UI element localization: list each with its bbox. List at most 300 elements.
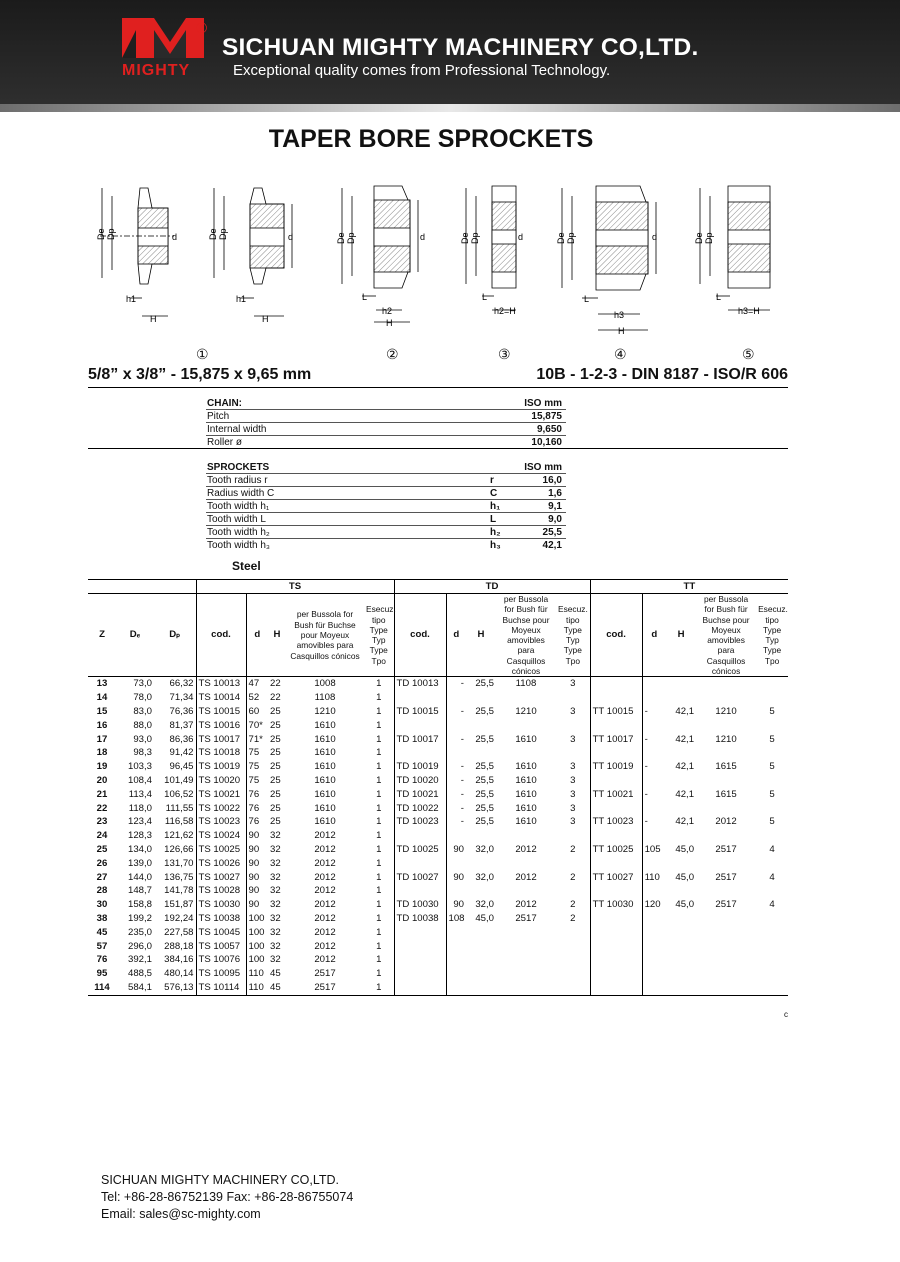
cell-z: 114: [88, 981, 116, 995]
cell-ts-d: 90: [246, 829, 268, 843]
cell-td-d: -: [446, 788, 466, 802]
cell-tt-h: [666, 884, 696, 898]
cell-de: 93,0: [133, 733, 152, 745]
cell-td-cod: [394, 926, 446, 940]
cell-ts-d: 76: [246, 815, 268, 829]
diagram-4: [556, 180, 666, 340]
cell-ts-cod: TS 10026: [196, 857, 246, 871]
cell-td-d: -: [446, 733, 466, 747]
col-d: d: [642, 594, 666, 677]
cell-td-h: 32,0: [475, 843, 494, 855]
cell-dp: 131,70: [164, 857, 194, 869]
cell-tt-cod: TT 10017: [590, 733, 642, 747]
dp-label: Dp: [346, 232, 356, 244]
cell-tt-d: [642, 691, 666, 705]
cell-ts-bush: 1610: [314, 747, 336, 759]
cell-dp: 76,36: [169, 705, 194, 717]
cell-ts-type: 1: [376, 719, 382, 731]
cell-ts-cod: TS 10018: [196, 746, 246, 760]
cell-tt-type: [756, 926, 788, 940]
cell-ts-h: 45: [270, 968, 281, 980]
cell-td-type: 2: [570, 871, 576, 883]
cell-td-h: 25,5: [475, 733, 494, 745]
cell-td-bush: 1610: [515, 816, 537, 828]
cell-ts-h: 32: [270, 899, 281, 911]
cell-z: 13: [96, 678, 108, 690]
cell-ts-cod: TS 10017: [196, 733, 246, 747]
h-label: H: [262, 314, 269, 324]
cell-z: 19: [96, 761, 108, 773]
l-label: L: [482, 292, 488, 302]
cell-ts-bush: 2012: [314, 830, 336, 842]
cell-tt-h: [666, 829, 696, 843]
cell-ts-cod: TS 10013: [196, 677, 246, 691]
cell-de: 139,0: [127, 857, 152, 869]
cell-td-cod: TD 10021: [394, 788, 446, 802]
cell-tt-h: [666, 802, 696, 816]
cell-dp: 111,55: [165, 802, 194, 814]
cell-td-type: 3: [570, 816, 576, 828]
cell-z: 38: [96, 912, 108, 924]
cell-td-type: [556, 953, 590, 967]
cell-ts-type: 1: [376, 788, 382, 800]
cell-tt-type: [756, 719, 788, 733]
cell-td-h: [466, 953, 496, 967]
cell-ts-h: 25: [270, 733, 281, 745]
cell-td-bush: [496, 719, 556, 733]
cell-tt-cod: TT 10023: [590, 815, 642, 829]
cell-ts-bush: 2012: [314, 954, 336, 966]
l-label: L: [362, 292, 368, 302]
cell-tt-cod: [590, 953, 642, 967]
footer: [101, 1172, 353, 1223]
cell-td-h: [466, 981, 496, 995]
col-h: H: [268, 594, 286, 677]
cell-tt-d: [642, 774, 666, 788]
cell-td-bush: 1610: [515, 774, 537, 786]
sprocket-symbol: h₂: [490, 527, 501, 538]
sprocket-label: Tooth width h₂: [207, 527, 270, 538]
cell-ts-bush: 1108: [314, 692, 336, 704]
cell-tt-cod: [590, 884, 642, 898]
cell-tt-bush: 1210: [715, 733, 737, 745]
cell-td-h: 32,0: [475, 899, 494, 911]
cell-ts-d: 90: [246, 884, 268, 898]
cell-td-bush: [496, 829, 556, 843]
cell-td-bush: [496, 940, 556, 954]
sprockets-unit: ISO mm: [524, 462, 562, 473]
cell-de: 78,0: [133, 692, 152, 704]
sprockets-heading: SPROCKETS: [207, 462, 270, 473]
cell-ts-h: 32: [270, 940, 281, 952]
cell-z: 57: [96, 940, 108, 952]
cell-tt-h: 42,1: [675, 733, 695, 745]
cell-tt-type: 4: [769, 843, 775, 855]
cell-tt-d: -: [642, 788, 666, 802]
dp-label: Dp: [106, 228, 116, 240]
cell-ts-d: 71*: [246, 733, 268, 747]
cell-ts-h: 25: [270, 816, 281, 828]
header-divider: [0, 104, 900, 112]
cell-tt-cod: TT 10015: [590, 705, 642, 719]
cell-td-type: 3: [570, 802, 576, 814]
chain-value: 10,160: [531, 437, 562, 448]
cell-ts-d: 90: [246, 857, 268, 871]
sprocket-value: 25,5: [542, 527, 562, 538]
cell-ts-type: 1: [376, 802, 382, 814]
logo-text: MIGHTY: [122, 62, 191, 79]
cell-tt-type: 5: [769, 788, 775, 800]
cell-ts-d: 75: [246, 746, 268, 760]
cell-ts-d: 100: [246, 953, 268, 967]
cell-td-bush: [496, 953, 556, 967]
table-row: [88, 815, 788, 829]
cell-tt-h: [666, 746, 696, 760]
cell-tt-h: [666, 953, 696, 967]
cell-ts-h: 32: [270, 871, 281, 883]
cell-tt-d: [642, 912, 666, 926]
d-label: d: [172, 232, 178, 242]
col-cod: cod.: [196, 594, 246, 677]
cell-ts-cod: TS 10023: [196, 815, 246, 829]
cell-td-h: 25,5: [475, 802, 494, 814]
cell-td-d: 108: [446, 912, 466, 926]
cell-td-d: 90: [446, 898, 466, 912]
cell-dp: 96,45: [169, 761, 194, 773]
cell-z: 15: [96, 705, 108, 717]
cell-de: 158,8: [127, 899, 152, 911]
cell-tt-type: 5: [769, 761, 775, 773]
material-label: Steel: [232, 559, 261, 573]
table-row: [88, 719, 788, 733]
table-row: [88, 802, 788, 816]
cell-dp: 192,24: [164, 912, 194, 924]
cell-td-type: [556, 746, 590, 760]
cell-dp: 116,58: [164, 816, 194, 828]
sprockets-table: [206, 461, 566, 552]
cell-tt-bush: [696, 953, 756, 967]
l-label: L: [716, 292, 722, 302]
cell-tt-cod: [590, 802, 642, 816]
cell-tt-bush: [696, 829, 756, 843]
col-de: Dₑ: [116, 594, 154, 677]
cell-td-h: 25,5: [475, 678, 494, 690]
h-label: H: [618, 326, 625, 336]
cell-td-h: [466, 967, 496, 981]
cell-ts-type: 1: [376, 857, 382, 869]
cell-ts-d: 47: [246, 677, 268, 691]
cell-ts-cod: TS 10028: [196, 884, 246, 898]
cell-td-d: [446, 691, 466, 705]
cell-td-cod: [394, 719, 446, 733]
cell-ts-type: 1: [376, 899, 382, 911]
cell-ts-cod: TS 10022: [196, 802, 246, 816]
cell-ts-h: 32: [270, 926, 281, 938]
cell-td-bush: 1108: [515, 678, 537, 690]
cell-td-h: 25,5: [475, 816, 494, 828]
cell-ts-h: 22: [270, 692, 281, 704]
cell-td-cod: TD 10030: [394, 898, 446, 912]
cell-tt-bush: [696, 857, 756, 871]
cell-tt-h: [666, 691, 696, 705]
table-row: [88, 981, 788, 995]
cell-dp: 91,42: [169, 747, 194, 759]
cell-tt-type: [756, 912, 788, 926]
group-ts: TS: [196, 580, 394, 594]
cell-tt-type: [756, 677, 788, 691]
diagram-5: [694, 180, 784, 330]
cell-tt-d: [642, 967, 666, 981]
cell-td-type: 3: [570, 774, 576, 786]
cell-td-h: [466, 940, 496, 954]
cell-tt-type: [756, 967, 788, 981]
cell-ts-h: 32: [270, 885, 281, 897]
dp-label: Dp: [218, 228, 228, 240]
col-type: Esecuz. tipo Type Typ Type Tpo: [556, 594, 590, 677]
cell-ts-cod: TS 10045: [196, 926, 246, 940]
col-type: Esecuz. tipo Type Typ Type Tpo: [756, 594, 788, 677]
cell-td-d: -: [446, 760, 466, 774]
cell-tt-cod: TT 10021: [590, 788, 642, 802]
cell-ts-bush: 2012: [314, 885, 336, 897]
cell-de: 103,3: [127, 761, 152, 773]
chain-table: [206, 397, 566, 449]
table-row: [88, 760, 788, 774]
cell-de: 73,0: [133, 678, 152, 690]
cell-z: 22: [96, 802, 108, 814]
cell-tt-h: [666, 926, 696, 940]
table-row: [88, 746, 788, 760]
cell-tt-d: [642, 719, 666, 733]
cell-td-type: [556, 857, 590, 871]
cell-ts-h: 32: [270, 843, 281, 855]
cell-td-d: -: [446, 677, 466, 691]
cell-ts-bush: 2012: [314, 926, 336, 938]
cell-ts-h: 25: [270, 705, 281, 717]
cell-tt-bush: [696, 677, 756, 691]
cell-tt-bush: [696, 981, 756, 995]
sprocket-symbol: C: [490, 488, 498, 499]
cell-ts-d: 90: [246, 898, 268, 912]
cell-td-d: [446, 857, 466, 871]
cell-tt-d: [642, 940, 666, 954]
cell-td-type: [556, 829, 590, 843]
cell-z: 28: [96, 885, 108, 897]
cell-de: 134,0: [127, 843, 152, 855]
col-dp: Dₚ: [154, 594, 196, 677]
cell-td-h: 25,5: [475, 761, 494, 773]
h3h-label: h3=H: [738, 306, 760, 316]
table-row: [88, 677, 788, 691]
cell-td-type: [556, 981, 590, 995]
cell-ts-type: 1: [376, 761, 382, 773]
h2-label: h2: [382, 306, 393, 316]
de-label: De: [556, 232, 566, 244]
cell-ts-type: 1: [376, 926, 382, 938]
cell-tt-h: [666, 940, 696, 954]
de-label: De: [336, 232, 346, 244]
cell-ts-d: 90: [246, 871, 268, 885]
d-label: d: [518, 232, 524, 242]
cell-tt-h: 42,1: [675, 788, 695, 800]
cell-ts-d: 75: [246, 774, 268, 788]
cell-ts-cod: TS 10114: [196, 981, 246, 995]
cell-de: 296,0: [127, 940, 152, 952]
h1-label: h1: [126, 294, 137, 304]
cell-dp: 141,78: [164, 885, 194, 897]
cell-ts-d: 110: [246, 981, 268, 995]
cell-tt-d: [642, 829, 666, 843]
cell-tt-type: 4: [769, 871, 775, 883]
cell-tt-bush: 2517: [715, 871, 737, 883]
cell-td-cod: TD 10020: [394, 774, 446, 788]
cell-tt-type: [756, 774, 788, 788]
table-row: [88, 843, 788, 857]
cell-td-h: [466, 691, 496, 705]
chain-label: Roller ø: [207, 437, 243, 448]
cell-td-h: 25,5: [475, 774, 494, 786]
sprocket-label: Radius width C: [207, 488, 275, 499]
cell-ts-type: 1: [376, 871, 382, 883]
cell-td-cod: TD 10038: [394, 912, 446, 926]
cell-tt-bush: 1615: [715, 761, 737, 773]
group-tt: TT: [590, 580, 788, 594]
de-label: De: [694, 232, 704, 244]
h1-label: h1: [236, 294, 247, 304]
cell-td-d: [446, 953, 466, 967]
cell-ts-d: 110: [246, 967, 268, 981]
cell-ts-cod: TS 10019: [196, 760, 246, 774]
cell-de: 128,3: [127, 830, 152, 842]
h-label: H: [150, 314, 157, 324]
cell-td-h: [466, 926, 496, 940]
cell-dp: 227,58: [164, 926, 194, 938]
cell-dp: 480,14: [164, 968, 194, 980]
cell-tt-cod: [590, 691, 642, 705]
cell-td-type: [556, 967, 590, 981]
col-h: H: [466, 594, 496, 677]
cell-td-cod: [394, 829, 446, 843]
sprocket-symbol: r: [490, 475, 494, 486]
cell-dp: 126,66: [164, 843, 194, 855]
chain-standard-heading: 10B - 1-2-3 - DIN 8187 - ISO/R 606: [536, 366, 788, 383]
cell-ts-d: 90: [246, 843, 268, 857]
table-body: [88, 677, 788, 995]
cell-z: 25: [96, 843, 108, 855]
cell-ts-cod: TS 10027: [196, 871, 246, 885]
cell-ts-h: 32: [270, 830, 281, 842]
cell-tt-bush: 1615: [715, 788, 737, 800]
de-label: De: [96, 228, 106, 240]
cell-ts-bush: 1610: [314, 761, 336, 773]
cell-de: 148,7: [127, 885, 152, 897]
cell-td-cod: [394, 746, 446, 760]
cell-tt-d: [642, 884, 666, 898]
chain-value: 9,650: [536, 424, 562, 435]
cell-tt-type: [756, 746, 788, 760]
table-corner: [88, 580, 196, 594]
cell-de: 108,4: [127, 774, 152, 786]
cell-tt-bush: 1210: [715, 705, 737, 717]
sprocket-symbol: h₃: [490, 540, 501, 551]
cell-td-bush: 2012: [515, 843, 537, 855]
cell-tt-bush: 2517: [715, 899, 737, 911]
cell-ts-h: 32: [270, 857, 281, 869]
de-label: De: [460, 232, 470, 244]
cell-ts-d: 75: [246, 760, 268, 774]
cell-tt-d: 105: [642, 843, 666, 857]
cell-ts-type: 1: [376, 816, 382, 828]
cell-td-d: [446, 884, 466, 898]
cell-z: 23: [96, 816, 108, 828]
cell-ts-bush: 1610: [314, 733, 336, 745]
cell-tt-cod: TT 10019: [590, 760, 642, 774]
cell-td-bush: [496, 857, 556, 871]
cell-ts-type: 1: [376, 774, 382, 786]
cell-z: 30: [96, 899, 108, 911]
cell-td-d: -: [446, 705, 466, 719]
cell-tt-d: [642, 953, 666, 967]
cell-tt-cod: [590, 774, 642, 788]
cell-td-bush: [496, 926, 556, 940]
cell-ts-bush: 1610: [314, 816, 336, 828]
table-row: [88, 733, 788, 747]
sprocket-value: 9,1: [548, 501, 562, 512]
sprocket-value: 1,6: [548, 488, 562, 499]
cell-tt-bush: [696, 746, 756, 760]
chain-heading: CHAIN:: [207, 398, 242, 409]
cell-de: 123,4: [127, 816, 152, 828]
cell-td-d: 90: [446, 843, 466, 857]
cell-td-bush: 2012: [515, 899, 537, 911]
cell-tt-d: 110: [642, 871, 666, 885]
cell-ts-bush: 2012: [314, 899, 336, 911]
cell-td-type: 3: [570, 678, 576, 690]
dp-label: Dp: [704, 232, 714, 244]
cell-td-bush: 2517: [515, 912, 537, 924]
cell-de: 113,4: [128, 788, 152, 800]
cell-dp: 86,36: [169, 733, 194, 745]
cell-td-type: 3: [570, 705, 576, 717]
cell-tt-d: [642, 857, 666, 871]
dp-label: Dp: [566, 232, 576, 244]
cell-td-cod: TD 10023: [394, 815, 446, 829]
cell-td-bush: 1610: [515, 788, 537, 800]
cell-tt-h: [666, 981, 696, 995]
cell-dp: 106,52: [164, 788, 194, 800]
footer-company: SICHUAN MIGHTY MACHINERY CO,LTD.: [101, 1173, 339, 1187]
cell-dp: 81,37: [169, 719, 194, 731]
cell-ts-h: 25: [270, 774, 281, 786]
col-z: Z: [88, 594, 116, 677]
cell-ts-d: 100: [246, 940, 268, 954]
cell-ts-h: 25: [270, 747, 281, 759]
table-row: [88, 774, 788, 788]
cell-ts-cod: TS 10015: [196, 705, 246, 719]
cell-td-bush: 1210: [515, 705, 537, 717]
cell-ts-cod: TS 10024: [196, 829, 246, 843]
cell-td-h: [466, 719, 496, 733]
h-label: H: [386, 318, 393, 328]
diagram-3: [460, 180, 530, 330]
cell-ts-type: 1: [376, 912, 382, 924]
cell-tt-bush: [696, 967, 756, 981]
cell-tt-d: [642, 981, 666, 995]
cell-ts-cod: TS 10025: [196, 843, 246, 857]
side-mark: c: [784, 1010, 788, 1019]
table-row: [88, 705, 788, 719]
cell-tt-type: 5: [769, 733, 775, 745]
